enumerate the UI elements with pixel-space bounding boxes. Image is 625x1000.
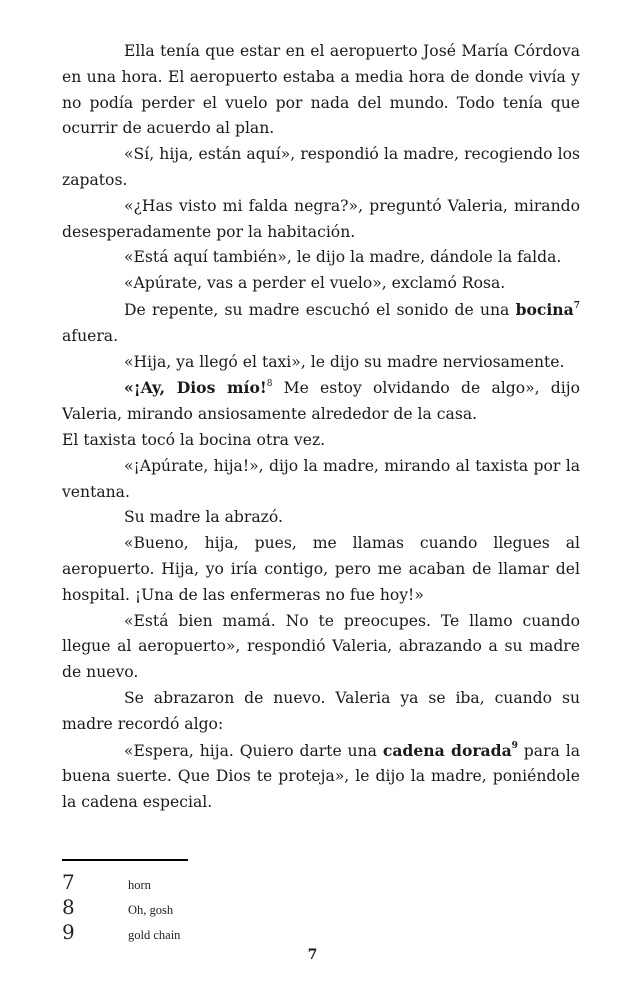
paragraph: «Está aquí también», le dijo la madre, dándole la falda. xyxy=(124,248,562,267)
paragraph-text: De repente, su madre escuchó el sonido de una xyxy=(124,300,516,319)
glossary-term: bocina xyxy=(515,299,574,319)
page-number: 7 xyxy=(307,947,318,963)
glossary-term: «¡Ay, Dios mío! xyxy=(124,378,267,398)
paragraph-text: para la buena suerte. Que Dios te proteja», le dijo la madre, poniéndole la cadena especial. xyxy=(62,741,580,812)
paragraph: «Hija, ya llegó el taxi», le dijo su madre nerviosamente. xyxy=(124,352,565,371)
footnote-item xyxy=(62,870,362,895)
footnotes xyxy=(62,870,362,945)
glossary-term: cadena dorada xyxy=(382,740,512,760)
footnote-ref: 9 xyxy=(511,741,518,752)
footnote-text: gold chain xyxy=(128,928,181,942)
paragraph: Se abrazaron de nuevo. Valeria ya se iba, cuando su madre recordó algo: xyxy=(62,688,580,733)
paragraph: «¿Has visto mi falda negra?», preguntó Valeria, mirando desesperadamente por la habitación. xyxy=(62,196,580,241)
paragraph-text: Me estoy olvidando de algo», dijo Valeria, mirando ansiosamente alrededor de la casa. xyxy=(62,379,580,424)
footnote-text: Oh, gosh xyxy=(128,903,174,917)
footnote-divider xyxy=(62,859,188,861)
paragraph xyxy=(62,375,580,428)
footnote-text: horn xyxy=(128,878,151,892)
footnote-number: 9 xyxy=(62,920,75,944)
paragraph: Ella tenía que estar en el aeropuerto José María Córdova en una hora. El aeropuerto estaba a media hora de donde vivía y no podía perder el vuelo por nada del mundo. Todo tenía que ocurrir de acuerdo al plan. xyxy=(62,42,580,138)
footnote-number: 7 xyxy=(62,870,75,894)
paragraph xyxy=(62,297,580,350)
paragraph: «Está bien mamá. No te preocupes. Te llamo cuando llegue al aeropuerto», respondió Valeria, abrazando a su madre de nuevo. xyxy=(62,611,580,682)
footnote-ref: 8 xyxy=(266,379,273,390)
footnote-ref: 7 xyxy=(573,300,580,311)
paragraph: Su madre la abrazó. xyxy=(124,508,283,527)
paragraph-text: afuera. xyxy=(62,326,119,345)
paragraph: El taxista tocó la bocina otra vez. xyxy=(62,430,326,449)
footnote-item xyxy=(62,895,362,920)
paragraph xyxy=(62,738,580,816)
paragraph-text: «Espera, hija. Quiero darte una xyxy=(124,741,383,760)
paragraph: «Sí, hija, están aquí», respondió la madre, recogiendo los zapatos. xyxy=(62,145,580,189)
page-body xyxy=(62,39,580,816)
paragraph: «Apúrate, vas a perder el vuelo», exclamó Rosa. xyxy=(124,274,506,293)
paragraph: «Bueno, hija, pues, me llamas cuando llegues al aeropuerto. Hija, yo iría contigo, pero me acaban de llamar del hospital. ¡Una de las enfermeras no fue hoy!» xyxy=(62,534,580,604)
footnote-number: 8 xyxy=(62,895,75,919)
paragraph: «¡Apúrate, hija!», dijo la madre, mirando al taxista por la ventana. xyxy=(62,456,580,501)
footnote-item xyxy=(62,920,362,945)
